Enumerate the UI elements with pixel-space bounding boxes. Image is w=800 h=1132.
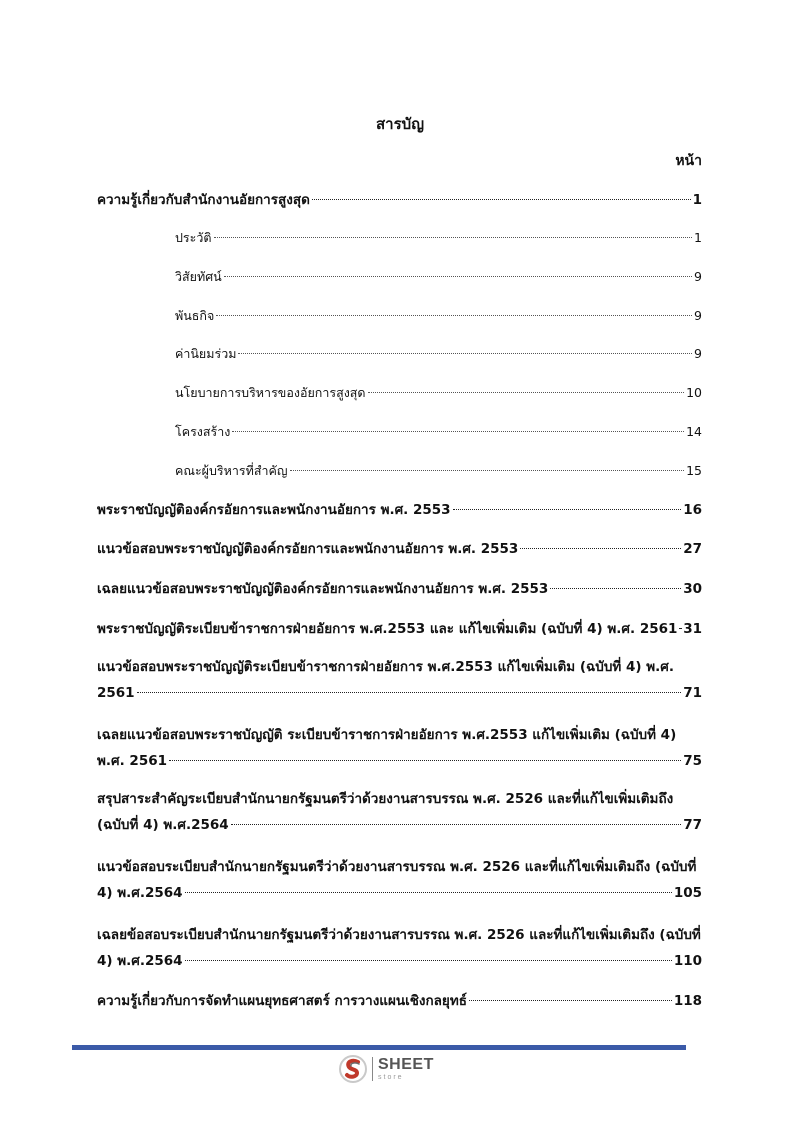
toc-entry-text-line1: แนวข้อสอบพระราชบัญญัติระเบียบข้าราชการฝ่ายอัยการ พ.ศ.2553 แก้ไขเพิ่มเติม (ฉบับที่ 4) พ.ศ. xyxy=(97,659,674,675)
leader-dots xyxy=(137,692,682,693)
leader-dots xyxy=(290,470,685,471)
toc-entry-text: โครงสร้าง xyxy=(175,424,231,439)
toc-entry-text-line1: แนวข้อสอบระเบียบสำนักนายกรัฐมนตรีว่าด้วยงานสารบรรณ พ.ศ. 2526 และที่แก้ไขเพิ่มเติมถึง (ฉบับที่ xyxy=(97,859,697,875)
leader-dots xyxy=(185,960,672,961)
page-title: สารบัญ xyxy=(376,115,424,133)
leader-dots xyxy=(368,392,685,393)
leader-dots xyxy=(224,276,692,277)
leader-dots xyxy=(520,548,681,549)
toc-entry[interactable] xyxy=(97,786,702,838)
toc-entry-page: 1 xyxy=(692,192,702,208)
toc-entry-page: 14 xyxy=(686,424,702,439)
toc-entry-text: พระราชบัญญัติระเบียบข้าราชการฝ่ายอัยการ พ.ศ.2553 และ แก้ไขเพิ่มเติม (ฉบับที่ 4) พ.ศ. 2561 xyxy=(97,621,678,637)
toc-entry[interactable] xyxy=(97,187,702,213)
toc-subentry[interactable] xyxy=(175,225,702,251)
toc-entry-text-line2: พ.ศ. 2561 xyxy=(97,753,167,769)
toc-entry-text: นโยบายการบริหารของอัยการสูงสุด xyxy=(175,385,366,400)
toc-subentry[interactable] xyxy=(175,303,702,329)
page-column-label: หน้า xyxy=(675,153,702,169)
toc-entry-text-line1: เฉลยแนวข้อสอบพระราชบัญญัติ ระเบียบข้าราชการฝ่ายอัยการ พ.ศ.2553 แก้ไขเพิ่มเติม (ฉบับที่ 4) xyxy=(97,727,677,743)
toc-entry-page: 10 xyxy=(686,385,702,400)
toc-entry-page: 9 xyxy=(694,346,702,361)
toc-entry[interactable] xyxy=(97,654,702,706)
leader-dots xyxy=(169,760,681,761)
toc-entry-page: 110 xyxy=(673,953,702,969)
sheet-store-logo xyxy=(338,1054,434,1084)
toc-entry-page: 75 xyxy=(683,753,702,769)
leader-dots xyxy=(238,353,692,354)
toc-subentry[interactable] xyxy=(175,419,702,445)
toc-entry-text: ประวัติ xyxy=(175,230,212,245)
toc-entry-page: 16 xyxy=(683,502,702,518)
toc-entry-text-line2: (ฉบับที่ 4) พ.ศ.2564 xyxy=(97,817,229,833)
leader-dots xyxy=(469,1000,672,1001)
toc-entry-text: เฉลยแนวข้อสอบพระราชบัญญัติองค์กรอัยการและพนักงานอัยการ พ.ศ. 2553 xyxy=(97,581,549,597)
toc-entry[interactable] xyxy=(97,922,702,974)
toc-entry-text-line1: สรุปสาระสำคัญระเบียบสำนักนายกรัฐมนตรีว่าด้วยงานสารบรรณ พ.ศ. 2526 และที่แก้ไขเพิ่มเติมถึง xyxy=(97,791,674,807)
toc-entry-page: 77 xyxy=(683,817,702,833)
toc-subentry[interactable] xyxy=(175,458,702,484)
toc-entry-text: ค่านิยมร่วม xyxy=(175,346,237,361)
logo-separator xyxy=(372,1057,373,1081)
toc-subentry[interactable] xyxy=(175,264,702,290)
leader-dots xyxy=(185,892,672,893)
toc-entry-text: คณะผู้บริหารที่สำคัญ xyxy=(175,463,288,478)
toc-entry-page: 27 xyxy=(683,541,702,557)
toc-entry-page: 105 xyxy=(673,885,702,901)
toc-entry-page: 31 xyxy=(683,621,702,637)
toc-entry-text: พระราชบัญญัติองค์กรอัยการและพนักงานอัยการ พ.ศ. 2553 xyxy=(97,502,451,518)
toc-entry[interactable] xyxy=(97,497,702,523)
toc-entry-page: 118 xyxy=(673,993,702,1009)
toc-entry-page: 9 xyxy=(694,269,702,284)
leader-dots xyxy=(216,315,692,316)
leader-dots xyxy=(232,431,684,432)
logo-sub-text: store xyxy=(378,1074,404,1081)
toc-entry-text-line2: 4) พ.ศ.2564 xyxy=(97,953,183,969)
toc-entry-page: 1 xyxy=(694,230,702,245)
toc-entry-page: 15 xyxy=(686,463,702,478)
toc-entry-text: แนวข้อสอบพระราชบัญญัติองค์กรอัยการและพนักงานอัยการ พ.ศ. 2553 xyxy=(97,541,519,557)
toc-entry-text-line2: 2561 xyxy=(97,685,135,701)
toc-entry[interactable] xyxy=(97,854,702,906)
toc-entry[interactable] xyxy=(97,536,702,562)
toc-entry[interactable] xyxy=(97,616,702,642)
toc-entry-page: 30 xyxy=(683,581,702,597)
leader-dots xyxy=(679,628,681,629)
toc-subentry[interactable] xyxy=(175,341,702,367)
toc-entry-text: วิสัยทัศน์ xyxy=(175,269,222,284)
toc-entry[interactable] xyxy=(97,722,702,774)
leader-dots xyxy=(453,509,682,510)
toc-entry-text-line2: 4) พ.ศ.2564 xyxy=(97,885,183,901)
toc-entry[interactable] xyxy=(97,988,702,1014)
leader-dots xyxy=(214,237,693,238)
toc-entry-text: ความรู้เกี่ยวกับสำนักงานอัยการสูงสุด xyxy=(97,192,310,208)
toc-entry-text-line1: เฉลยข้อสอบระเบียบสำนักนายกรัฐมนตรีว่าด้วยงานสารบรรณ พ.ศ. 2526 และที่แก้ไขเพิ่มเติมถึง (ฉบับที่ xyxy=(97,927,701,943)
toc-entry-text: พันธกิจ xyxy=(175,308,215,323)
leader-dots xyxy=(312,199,691,200)
leader-dots xyxy=(231,824,682,825)
footer-divider xyxy=(72,1045,686,1050)
logo-main-text: SHEET xyxy=(378,1056,434,1073)
toc-entry-text: ความรู้เกี่ยวกับการจัดทำแผนยุทธศาสตร์ การวางแผนเชิงกลยุทธ์ xyxy=(97,993,467,1009)
s-logo-icon xyxy=(338,1054,368,1084)
toc-entry-page: 71 xyxy=(683,685,702,701)
toc-entry-page: 9 xyxy=(694,308,702,323)
toc-subentry[interactable] xyxy=(175,380,702,406)
leader-dots xyxy=(550,588,681,589)
toc-entry[interactable] xyxy=(97,576,702,602)
